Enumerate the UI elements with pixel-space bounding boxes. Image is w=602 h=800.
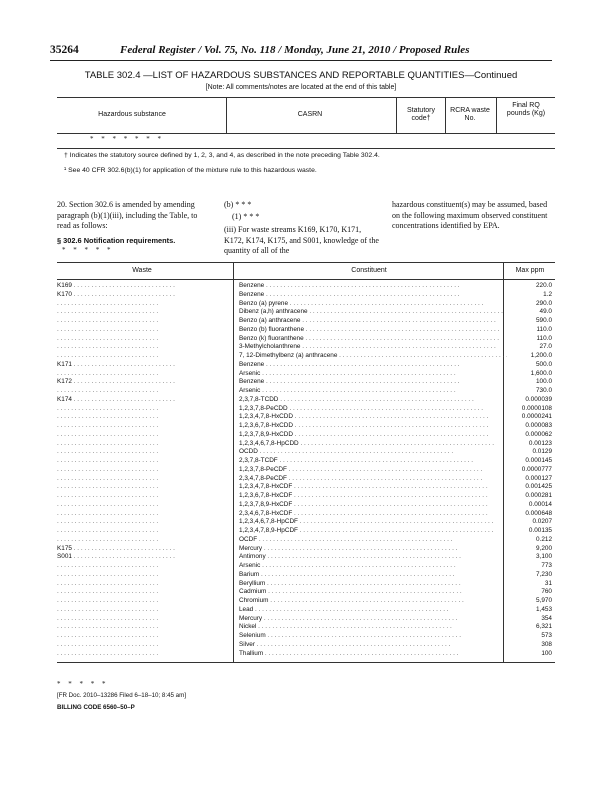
table-row	[57, 317, 555, 326]
max-ppm-value: 730.0	[536, 387, 552, 394]
max-ppm-value: 0.000039	[525, 395, 552, 403]
conc-table-header-rule	[57, 279, 555, 280]
constituent-name: 2,3,7,8-TCDF . . .	[239, 457, 507, 466]
waste-code	[57, 457, 227, 466]
waste-code: K171 . . .	[57, 361, 227, 370]
waste-code	[57, 623, 227, 632]
page-number: 35264	[50, 44, 79, 56]
conc-table-top-rule	[57, 262, 555, 263]
waste-code: K174 . . .	[57, 396, 227, 405]
waste-code: S001 . . .	[57, 553, 227, 562]
paragraph-b: (b) * * *	[224, 200, 252, 209]
constituent-name: Benzene . . .	[239, 361, 507, 370]
table-row	[57, 422, 555, 431]
max-ppm-value: 500.0	[536, 360, 552, 368]
constituent-name: 1,2,3,6,7,8-HxCDF . . .	[239, 492, 507, 501]
max-ppm-value: 0.000648	[525, 509, 552, 517]
waste-code	[57, 422, 227, 431]
constituent-name: Benzo (k) fluoranthene . . .	[239, 335, 507, 344]
table-row	[57, 518, 555, 527]
constituent-name: Antimony . . .	[239, 553, 507, 562]
constituent-name: Beryllium . . .	[239, 580, 507, 589]
max-ppm-value: 0.0129	[532, 448, 552, 456]
max-ppm-value: 7,230	[536, 570, 552, 578]
max-ppm-value: 110.0	[536, 334, 552, 342]
fr-doc-line: [FR Doc. 2010–13286 Filed 6–18–10; 8:45 am]	[57, 692, 186, 699]
constituent-name: OCDF . . .	[239, 536, 507, 545]
table-row	[57, 457, 555, 466]
waste-code	[57, 413, 227, 422]
waste-code	[57, 632, 227, 641]
constituent-name: Nickel . . .	[239, 623, 507, 632]
waste-code	[57, 501, 227, 510]
max-ppm-value: 0.000127	[525, 474, 552, 482]
waste-code	[57, 466, 227, 475]
table-row	[57, 282, 555, 291]
constituent-name: Benzene . . .	[239, 291, 507, 300]
max-ppm-value: 0.000083	[525, 422, 552, 429]
constituent-name: 2,3,4,6,7,8-HxCDF . . .	[239, 510, 507, 519]
max-ppm-value: 49.0	[539, 308, 552, 316]
waste-code: K175 . . .	[57, 545, 227, 554]
col-final-rq: Final RQ pounds (Kg)	[506, 102, 546, 117]
waste-code	[57, 510, 227, 519]
constituent-name: 1,2,3,4,6,7,8-HpCDD . . .	[239, 440, 507, 449]
constituent-name: 1,2,3,4,7,8,9-HpCDF . . .	[239, 527, 507, 536]
footer-omission-stars: * * * * *	[57, 680, 109, 688]
max-ppm-value: 1.2	[543, 290, 552, 298]
max-ppm-value: 0.000281	[525, 492, 552, 499]
max-ppm-value: 220.0	[536, 282, 552, 289]
table-row	[57, 370, 555, 379]
table-row	[57, 606, 555, 615]
constituent-name: Benzene . . .	[239, 282, 507, 291]
max-ppm-value: 0.212	[536, 535, 552, 543]
table-row	[57, 308, 555, 317]
conc-col-waste: Waste	[132, 267, 152, 274]
waste-code	[57, 431, 227, 440]
constituent-name: Benzo (b) fluoranthene . . .	[239, 326, 507, 335]
max-ppm-value: 5,970	[536, 597, 552, 604]
max-ppm-value: 9,200	[536, 544, 552, 552]
table-row	[57, 440, 555, 449]
table-row	[57, 536, 555, 545]
table-row	[57, 492, 555, 501]
running-head-text: Federal Register / Vol. 75, No. 118 / Monday, June 21, 2010 / Proposed Rules	[120, 44, 470, 56]
waste-code: K170 . . .	[57, 291, 227, 300]
col-statutory-code: Statutory code†	[406, 107, 435, 122]
paragraph-1: (1) * * *	[232, 212, 260, 221]
waste-code	[57, 536, 227, 545]
max-ppm-value: 0.00135	[528, 527, 552, 534]
col-casrn: CASRN	[297, 111, 323, 118]
waste-code	[57, 440, 227, 449]
constituent-name: 1,2,3,7,8-PeCDF . . .	[239, 466, 507, 475]
waste-code	[57, 326, 227, 335]
constituent-name: Mercury . . .	[239, 545, 507, 554]
constituent-name: Selenium . . .	[239, 632, 507, 641]
table-row	[57, 641, 555, 650]
max-ppm-value: 0.001425	[525, 483, 552, 491]
table-row	[57, 588, 555, 597]
table-row	[57, 335, 555, 344]
max-ppm-value: 0.0000241	[521, 413, 552, 421]
max-ppm-value: 0.00014	[528, 500, 552, 508]
constituent-name: Mercury . . .	[239, 615, 507, 624]
table-omission-stars: * * * * * * *	[90, 135, 164, 143]
constituent-name: Arsenic . . .	[239, 387, 507, 396]
table-top-rule	[57, 97, 555, 98]
waste-code	[57, 387, 227, 396]
waste-code	[57, 483, 227, 492]
waste-code	[57, 492, 227, 501]
constituent-name: Benzo (a) anthracene . . .	[239, 317, 507, 326]
waste-code	[57, 606, 227, 615]
table-row	[57, 483, 555, 492]
waste-code	[57, 300, 227, 309]
header-rule	[50, 60, 552, 61]
max-ppm-value: 0.000145	[525, 457, 552, 464]
waste-code: K172 . . .	[57, 378, 227, 387]
table-row	[57, 501, 555, 510]
waste-code	[57, 641, 227, 650]
constituent-name: 1,2,3,6,7,8-HxCDD . . .	[239, 422, 507, 431]
waste-code	[57, 343, 227, 352]
constituent-name: Arsenic . . .	[239, 562, 507, 571]
max-ppm-value: 308	[541, 640, 552, 648]
table-row	[57, 597, 555, 606]
billing-code: BILLING CODE 6560–50–P	[57, 704, 135, 711]
constituent-name: Dibenz (a,h) anthracene . . .	[239, 308, 507, 317]
constituent-name: Thallium . . .	[239, 650, 507, 659]
max-ppm-value: 100.0	[536, 378, 552, 386]
table-row	[57, 343, 555, 352]
max-ppm-value: 27.0	[539, 343, 552, 351]
table-row	[57, 623, 555, 632]
table-row	[57, 571, 555, 580]
table-header-rule	[57, 133, 555, 134]
table-row	[57, 475, 555, 484]
constituent-name: 2,3,7,8-TCDD . . .	[239, 396, 507, 405]
table-row	[57, 553, 555, 562]
table-row	[57, 466, 555, 475]
waste-code	[57, 562, 227, 571]
conc-table-bottom-rule	[57, 662, 555, 663]
table-row	[57, 352, 555, 361]
amendment-paragraph: 20. Section 302.6 is amended by amending paragraph (b)(1)(iii), including the Table, to read as follows:	[57, 200, 198, 230]
max-ppm-value: 590.0	[536, 317, 552, 324]
constituent-name: Benzo (a) pyrene . . .	[239, 300, 507, 309]
running-header	[50, 44, 552, 58]
table-row	[57, 615, 555, 624]
table-row	[57, 632, 555, 641]
constituent-name: Barium . . .	[239, 571, 507, 580]
max-ppm-value: 110.0	[536, 325, 552, 333]
constituent-name: Lead . . .	[239, 606, 507, 615]
constituent-name: 3-Methylcholanthrene . . .	[239, 343, 507, 352]
table-row	[57, 387, 555, 396]
constituent-name: Chromium . . .	[239, 597, 507, 606]
paragraph-iii: (iii) For waste streams K169, K170, K171, K172, K174, K175, and S001, knowledge of the quantity of all of the	[224, 225, 379, 255]
conc-col-max-ppm: Max ppm	[515, 267, 545, 274]
waste-code	[57, 308, 227, 317]
constituent-name: 1,2,3,7,8,9-HxCDF . . .	[239, 501, 507, 510]
max-ppm-value: 100	[541, 649, 552, 657]
table-row	[57, 545, 555, 554]
constituent-name: OCDD . . .	[239, 448, 507, 457]
constituent-name: Silver . . .	[239, 641, 507, 650]
waste-code	[57, 475, 227, 484]
paragraph-continuation: hazardous constituent(s) may be assumed, based on the following maximum observed constituent concentrations identified by EPA.	[392, 200, 548, 230]
waste-code	[57, 370, 227, 379]
table-row	[57, 510, 555, 519]
waste-code	[57, 518, 227, 527]
max-ppm-value: 0.00123	[528, 439, 552, 447]
footnote-mixture-rule: ¹ See 40 CFR 302.6(b)(1) for application of the mixture rule to this hazardous waste.	[64, 167, 317, 174]
table-row	[57, 291, 555, 300]
waste-code	[57, 527, 227, 536]
max-ppm-value: 6,321	[536, 623, 552, 631]
max-ppm-value: 3,100	[536, 553, 552, 561]
table-row	[57, 650, 555, 659]
waste-code	[57, 580, 227, 589]
constituent-name: 2,3,4,7,8-PeCDF . . .	[239, 475, 507, 484]
constituent-name: 1,2,3,4,7,8-HxCDD . . .	[239, 413, 507, 422]
table-row	[57, 300, 555, 309]
max-ppm-value: 0.000062	[525, 430, 552, 438]
max-ppm-value: 31	[544, 579, 552, 587]
max-ppm-value: 290.0	[536, 299, 552, 307]
conc-col-constituent: Constituent	[351, 267, 387, 274]
max-ppm-value: 1,453	[536, 605, 552, 613]
table-row	[57, 431, 555, 440]
waste-code: K169 . . .	[57, 282, 227, 291]
max-ppm-value: 573	[541, 632, 552, 639]
table-row	[57, 405, 555, 414]
table-row	[57, 326, 555, 335]
waste-code	[57, 615, 227, 624]
waste-code	[57, 571, 227, 580]
max-ppm-value: 0.0000777	[521, 465, 552, 473]
table-row	[57, 378, 555, 387]
waste-code	[57, 448, 227, 457]
constituent-name: 7, 12-Dimethylbenz (a) anthracene . . .	[239, 352, 507, 361]
max-ppm-value: 0.0207	[532, 518, 552, 526]
table-row	[57, 448, 555, 457]
waste-code	[57, 588, 227, 597]
waste-code	[57, 317, 227, 326]
constituent-name: Cadmium . . .	[239, 588, 507, 597]
waste-code	[57, 597, 227, 606]
waste-code	[57, 352, 227, 361]
max-ppm-value: 1,200.0	[530, 352, 552, 359]
table-row	[57, 361, 555, 370]
table-row	[57, 396, 555, 405]
section-omission-stars: * * * * *	[62, 246, 114, 254]
max-ppm-value: 1,600.0	[530, 369, 552, 377]
table-row	[57, 413, 555, 422]
max-ppm-value: 760	[541, 588, 552, 596]
waste-code	[57, 405, 227, 414]
col-hazardous-substance: Hazardous substance	[98, 111, 166, 118]
constituent-name: Benzene . . .	[239, 378, 507, 387]
waste-code	[57, 335, 227, 344]
table-row	[57, 527, 555, 536]
constituent-name: 1,2,3,7,8-PeCDD . . .	[239, 405, 507, 414]
table-row	[57, 580, 555, 589]
constituent-name: 1,2,3,4,6,7,8-HpCDF . . .	[239, 518, 507, 527]
table-note: [Note: All comments/notes are located at the end of this table]	[205, 84, 397, 91]
constituent-name: 1,2,3,4,7,8-HxCDF . . .	[239, 483, 507, 492]
max-ppm-value: 773	[541, 562, 552, 569]
footnote-statutory: † Indicates the statutory source defined by 1, 2, 3, and 4, as described in the note preceding Table 302.4.	[64, 152, 380, 159]
constituent-name: 1,2,3,7,8,9-HxCDD . . .	[239, 431, 507, 440]
constituent-name: Arsenic . . .	[239, 370, 507, 379]
waste-code	[57, 650, 227, 659]
max-ppm-value: 354	[541, 614, 552, 622]
table-title: TABLE 302.4 —LIST OF HAZARDOUS SUBSTANCES AND REPORTABLE QUANTITIES—Continued	[84, 70, 518, 81]
col-rcra-waste-no: RCRA waste No.	[450, 107, 490, 122]
max-ppm-value: 0.0000108	[521, 404, 552, 412]
section-heading: § 302.6 Notification requirements.	[57, 236, 176, 245]
table-row	[57, 562, 555, 571]
